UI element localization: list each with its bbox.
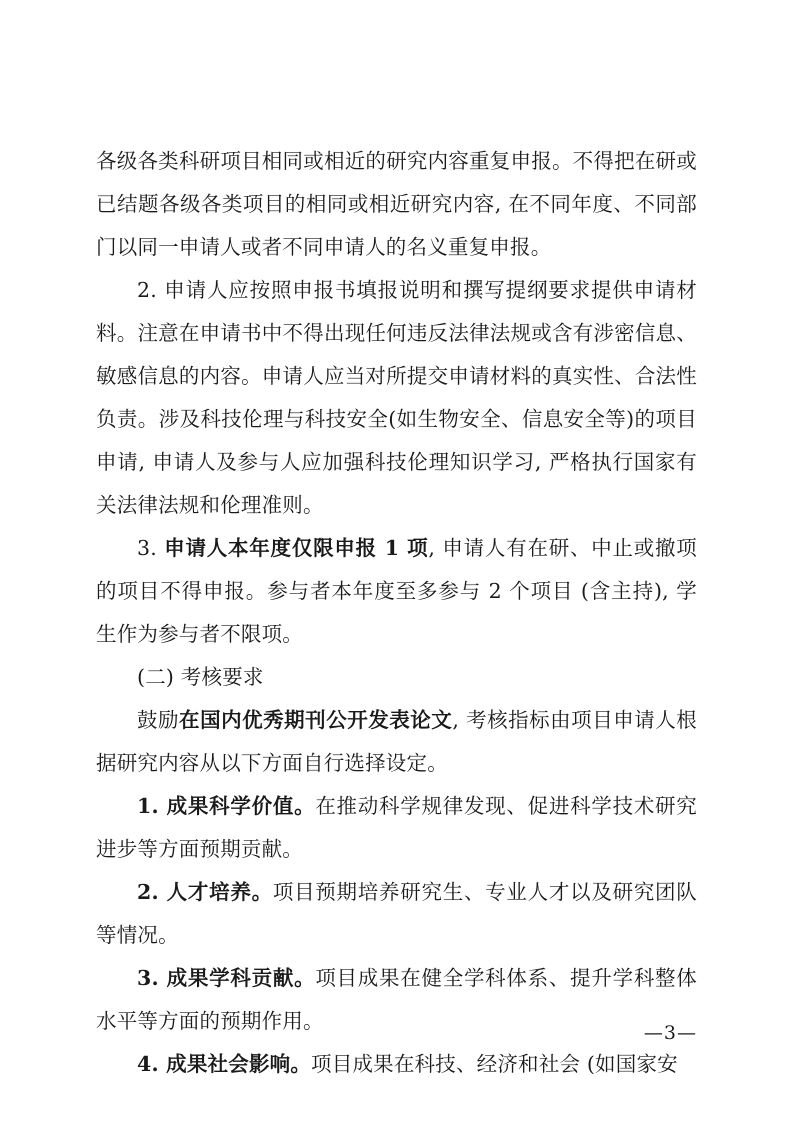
body-text-run: , 考核指标由项目申请人根据研究内容从以下方面自行选择设定。 bbox=[96, 708, 697, 775]
paragraph bbox=[96, 269, 697, 527]
emphasized-text: 申请人本年度仅限申报 1 项 bbox=[164, 536, 429, 560]
paragraph bbox=[96, 785, 697, 871]
body-text-run: 3. bbox=[137, 536, 165, 560]
document-body bbox=[96, 140, 697, 1086]
emphasized-text: 1. 成果科学价值。 bbox=[137, 794, 316, 818]
body-text-run: , 申请人有在研、中止或撤项的项目不得申报。参与者本年度至多参与 2 个项目 (含主持), 学生作为参与者不限项。 bbox=[96, 536, 697, 646]
paragraph bbox=[96, 140, 697, 269]
emphasized-text: 在国内优秀期刊公开发表论文 bbox=[179, 708, 453, 732]
emphasized-text: 3. 成果学科贡献。 bbox=[137, 966, 316, 990]
body-text-run: (二) 考核要求 bbox=[137, 665, 264, 689]
body-text-run: 项目成果在健全学科体系、提升学科整体水平等方面的预期作用。 bbox=[96, 966, 697, 1033]
emphasized-text: 2. 人才培养。 bbox=[137, 880, 273, 904]
body-text-run: 项目成果在科技、经济和社会 (如国家安 bbox=[311, 1052, 678, 1076]
paragraph bbox=[96, 1043, 697, 1086]
body-text-run: 2. 申请人应按照申报书填报说明和撰写提纲要求提供申请材料。注意在申请书中不得出现任何违反法律法规或含有涉密信息、敏感信息的内容。申请人应当对所提交申请材料的真实性、合法性负责。涉及科技伦理与科技安全(如生物安全、信息安全等)的项目申请, 申请人及参与人应加强科技伦理知识学习, 严格执行国家有关法律法规和伦理准则。 bbox=[96, 278, 697, 517]
page-number: —3— bbox=[643, 1022, 697, 1044]
paragraph bbox=[96, 527, 697, 656]
paragraph bbox=[96, 871, 697, 957]
body-text-run: 鼓励 bbox=[137, 708, 180, 732]
body-text-run: 各级各类科研项目相同或相近的研究内容重复申报。不得把在研或已结题各级各类项目的相同或相近研究内容, 在不同年度、不同部门以同一申请人或者不同申请人的名义重复申报。 bbox=[96, 149, 697, 259]
body-text-run: 在推动科学规律发现、促进科学技术研究进步等方面预期贡献。 bbox=[96, 794, 697, 861]
paragraph bbox=[96, 699, 697, 785]
paragraph bbox=[96, 656, 697, 699]
body-text-run: 项目预期培养研究生、专业人才以及研究团队等情况。 bbox=[96, 880, 697, 947]
emphasized-text: 4. 成果社会影响。 bbox=[137, 1052, 312, 1076]
